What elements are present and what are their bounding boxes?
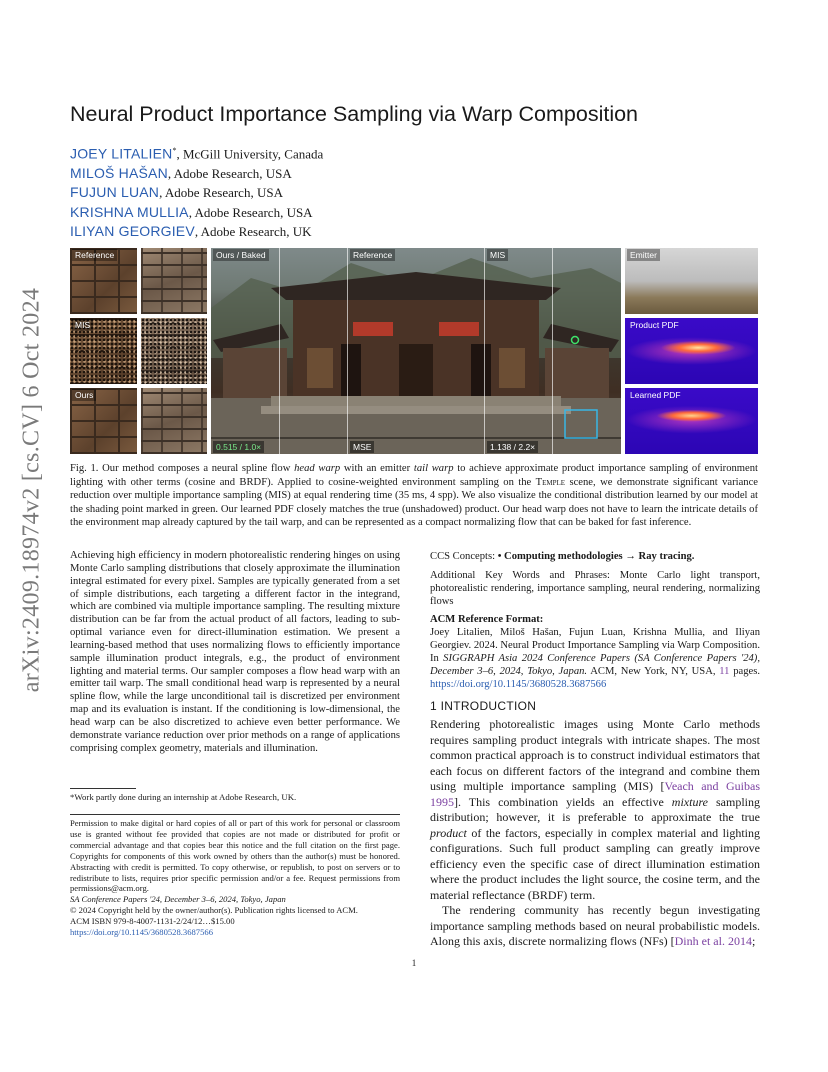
permission-block <box>70 818 400 938</box>
acm-ref-venue: SIGGRAPH Asia 2024 Conference Papers (SA Conference Papers '24), December 3–6, 2024, Tokyo, Japan. <box>430 653 760 677</box>
label-ours-crop: Ours <box>72 389 96 401</box>
caption-scene: Temple <box>535 476 566 488</box>
acm-ref-pages[interactable]: 11 <box>719 666 730 677</box>
ccs-label: CCS Concepts: <box>430 551 498 562</box>
paper-title: Neural Product Importance Sampling via Warp Composition <box>70 102 639 126</box>
intro-paragraph-2 <box>430 903 760 950</box>
label-mis-main: MIS <box>487 249 508 261</box>
acm-ref-pages-suffix: pages. <box>729 666 761 677</box>
crop-ours-stone <box>141 388 207 454</box>
footnote: *Work partly done during an internship at Adobe Research, UK. <box>70 792 297 802</box>
intro-p2b: ; <box>751 934 756 948</box>
author-affiliation: , McGill University, Canada <box>176 146 324 162</box>
ccs-concepts <box>430 550 760 563</box>
teaser-figure <box>70 248 758 454</box>
intro-p1a: Rendering photorealistic images using Monte Carlo methods requires sampling product integrals with intricate shapes. The most common practical approach is to construct individual estimators that each focus on different factors of the integrand and combine them using multiple importance sampling (MIS) [ <box>430 717 760 793</box>
citation-veach-guibas[interactable]: Veach and Guibas 1995 <box>430 779 760 809</box>
author-line <box>70 164 670 183</box>
arxiv-id: arXiv:2409.18974v2 [cs.CV] 6 Oct 2024 <box>18 287 45 693</box>
intro-paragraph-1 <box>430 717 760 903</box>
crop-mis-brick <box>70 318 137 384</box>
product-pdf-image <box>625 318 758 384</box>
permission-text: Permission to make digital or hard copies of all or part of this work for personal or classroom use is granted without fee provided that copies are not made or distributed for profit or commercial advantage and that copies bear this notice and the full citation on the first page. Copyrights for components of this work owned by others than the author(s) must be honored. Abstracting with credit is permitted. To copy otherwise, or republish, to post on servers or to redistribute to lists, requires prior specific permission and/or a fee. Request permissions from permissions@acm.org. <box>70 818 400 894</box>
page-number: 1 <box>411 958 417 968</box>
citation-dinh[interactable]: Dinh et al. 2014 <box>674 934 752 948</box>
intro-p1d: of the factors, especially in complex material and lighting configurations. Such full product sampling can greatly improve efficiency even the specific case of direct illumination estimation where the product includes the light source, the cosine term, and the material reflectance (BRDF) term. <box>430 825 760 902</box>
author-list <box>70 142 670 241</box>
keywords: Additional Key Words and Phrases: Monte Carlo light transport, photorealistic rendering, importance sampling, neural rendering, normalizing flows <box>430 570 760 607</box>
crop-reference-stone <box>141 248 207 314</box>
author-line <box>70 142 670 164</box>
permission-doi-link[interactable]: https://doi.org/10.1145/3680528.3687566 <box>70 927 213 938</box>
author-line <box>70 203 670 222</box>
author-line <box>70 183 670 202</box>
abstract: Achieving high efficiency in modern photorealistic rendering hinges on using Monte Carlo sampling distributions that closely approximate the illumination integral estimated for every pixel. Samples are typically generated from a set of simple distributions, each targeting a different factor in the integrand, which are combined via multiple importance sampling. The resulting mixture distribution can be far from the actual product of all factors, leading to sub-optimal variance even for direct-illumination estimation. We present a learning-based method that uses normalizing flows to efficiently importance sample illumination product integrals, e.g., the product of environment lighting and material terms. Our sampler composes a flow head warp with an emitter tail warp. The small conditional head warp is represented by a neural spline flow, while the large unconditional tail is discretized per environment map and its evaluation is instant. If the conditioning is low-dimensional, the head warp can be also discretized to achieve even better performance. We demonstrate variance reduction over prior methods on a range of applications comprising complex geometry, materials and illumination. <box>70 550 400 754</box>
intro-heading: 1 INTRODUCTION <box>430 699 537 713</box>
caption-rest: scene, we demonstrate significant variance reduction over multiple importance sampling (MIS) at equal rendering time (35 ms, 4 spp). We also visualize the conditional distribution learned by our model at the shading point marked in green. Our learned PDF closely matches the true (unshadowed) product. Our head warp does not have to learn the intricate details of the environment map already captured by the tail warp, and can be represented as a compact normalizing flow that can be baked for fast inference. <box>70 476 758 528</box>
author-mark: * <box>172 146 177 155</box>
footnote-divider <box>70 788 136 789</box>
caption-mid2: to achieve approximate product importance sampling of environment lighting with other terms (cosine and BRDF). Applied to cosine-weighted environment sampling on the <box>70 463 758 488</box>
temple-illustration <box>211 248 621 454</box>
right-column <box>430 550 760 950</box>
ccs-value: • Computing methodologies → Ray tracing. <box>497 551 695 562</box>
label-metric-mid: MSE <box>350 441 374 453</box>
intro-p1c: sampling distribution; however, it is preferable to approximate the true <box>430 794 761 824</box>
permission-divider <box>70 814 400 815</box>
author-name: JOEY LITALIEN <box>70 145 173 162</box>
acm-ref-heading: ACM Reference Format: <box>430 614 544 625</box>
crop-mis-stone <box>141 318 207 384</box>
author-line <box>70 222 670 241</box>
crop-reference-brick <box>70 248 137 314</box>
label-learned-pdf: Learned PDF <box>630 390 681 400</box>
emitter-envmap <box>625 248 758 314</box>
author-name: KRISHNA MULLIA <box>70 203 189 220</box>
label-reference-crop: Reference <box>72 249 117 261</box>
intro-mixture: mixture <box>671 794 709 809</box>
caption-prefix: Fig. 1. Our method composes a neural spline flow <box>70 463 295 474</box>
label-mis-crop: MIS <box>72 319 93 331</box>
label-metric-right: 1.138 / 2.2× <box>487 441 538 453</box>
figure-caption <box>70 462 758 530</box>
author-affiliation: , Adobe Research, USA <box>188 204 313 220</box>
permission-isbn: ACM ISBN 979-8-4007-1131-2/24/12…$15.00 <box>70 916 235 927</box>
label-ours-baked: Ours / Baked <box>213 249 269 261</box>
temple-render <box>211 248 621 454</box>
acm-ref-body <box>430 626 760 691</box>
crop-ours-brick <box>70 388 137 454</box>
label-reference-main: Reference <box>350 249 395 261</box>
caption-tail-warp: tail warp <box>413 463 454 474</box>
intro-p2a: The rendering community has recently begun investigating importance sampling methods based on neural probabilistic models. Along this axis, discrete normalizing flows (NFs) [ <box>430 903 760 948</box>
acm-ref-tail: ACM, New York, NY, USA, <box>587 666 720 677</box>
permission-copyright: © 2024 Copyright held by the owner/author(s). Publication rights licensed to ACM. <box>70 905 358 916</box>
intro-p1b: ]. This combination yields an effective <box>454 794 672 809</box>
author-name: FUJUN LUAN <box>70 184 160 201</box>
caption-head-warp: head warp <box>294 463 341 474</box>
label-emitter: Emitter <box>627 249 660 261</box>
label-metric-left: 0.515 / 1.0× <box>213 441 264 453</box>
author-affiliation: , Adobe Research, UK <box>194 223 312 239</box>
arxiv-sidebar <box>12 280 52 700</box>
author-name: MILOŠ HAŠAN <box>70 164 168 181</box>
permission-venue: SA Conference Papers '24, December 3–6, 2024, Tokyo, Japan <box>70 894 286 905</box>
learned-pdf-image <box>625 388 758 454</box>
author-name: ILIYAN GEORGIEV <box>70 222 195 239</box>
acm-ref-doi-link[interactable]: https://doi.org/10.1145/3680528.3687566 <box>430 679 607 690</box>
left-column <box>70 550 400 756</box>
caption-mid1: with an emitter <box>340 463 414 474</box>
acm-ref-line1: Joey Litalien, Miloš Hašan, Fujun Luan, Krishna Mullia, and Iliyan Georgiev. 2024. Neural Product Importance Sampling via Warp Composition. In <box>430 627 760 664</box>
label-product-pdf: Product PDF <box>630 320 679 330</box>
intro-product: product <box>430 825 467 840</box>
author-affiliation: , Adobe Research, USA <box>167 165 292 181</box>
author-affiliation: , Adobe Research, USA <box>159 185 283 201</box>
